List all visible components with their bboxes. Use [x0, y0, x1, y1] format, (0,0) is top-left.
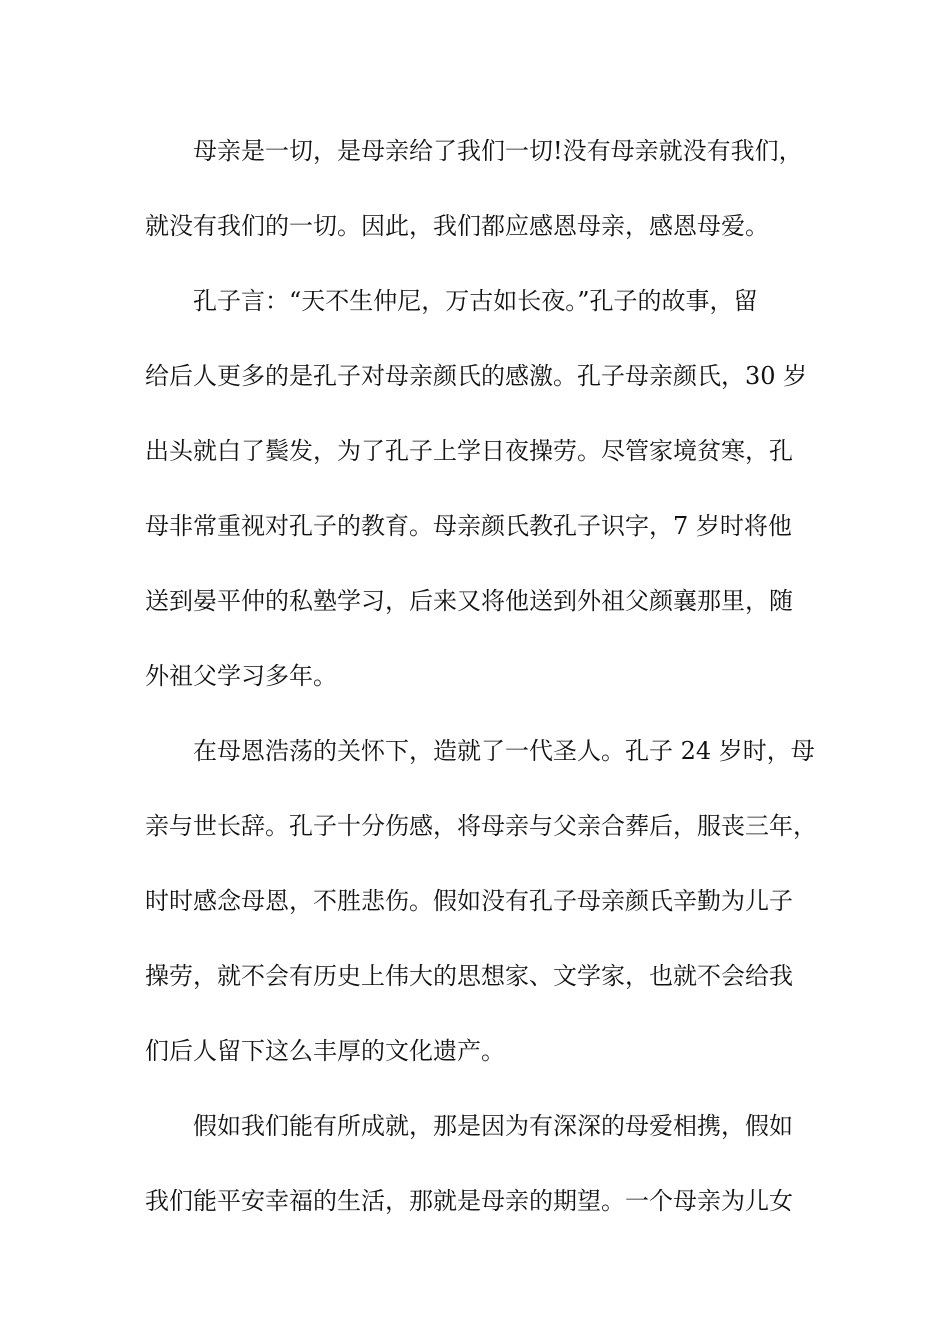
text-line — [0, 356, 950, 396]
line-text: 操劳，就不会有历史上伟大的思想家、文学家，也就不会给我 — [145, 962, 793, 990]
line-text: 母非常重视对孔子的教育。母亲颜氏教孔子识字，7 岁时将他 — [145, 512, 792, 540]
text-line — [0, 656, 950, 696]
text-line — [0, 581, 950, 621]
text-line — [0, 1031, 950, 1071]
line-text: 就没有我们的一切。因此，我们都应感恩母亲，感恩母爱。 — [145, 212, 769, 240]
line-text: 外祖父学习多年。 — [145, 662, 337, 690]
text-line — [0, 806, 950, 846]
line-text: 假如我们能有所成就，那是因为有深深的母爱相携，假如 — [193, 1112, 793, 1140]
text-line — [0, 1181, 950, 1221]
text-line — [0, 1106, 950, 1146]
line-text: 给后人更多的是孔子对母亲颜氏的感激。孔子母亲颜氏，30 岁 — [145, 362, 808, 390]
text-line — [0, 431, 950, 471]
text-line — [0, 881, 950, 921]
line-text: 孔子言：“天不生仲尼，万古如长夜。”孔子的故事，留 — [193, 287, 758, 315]
text-line — [0, 131, 950, 171]
line-text: 母亲是一切，是母亲给了我们一切!没有母亲就没有我们， — [193, 137, 803, 165]
line-text: 们后人留下这么丰厚的文化遗产。 — [145, 1037, 505, 1065]
line-text: 出头就白了鬓发，为了孔子上学日夜操劳。尽管家境贫寒，孔 — [145, 437, 793, 465]
text-line — [0, 731, 950, 771]
text-line — [0, 956, 950, 996]
line-text: 时时感念母恩，不胜悲伤。假如没有孔子母亲颜氏辛勤为儿子 — [145, 887, 793, 915]
line-text: 亲与世长辞。孔子十分伤感，将母亲与父亲合葬后，服丧三年， — [145, 812, 817, 840]
line-text: 送到晏平仲的私塾学习，后来又将他送到外祖父颜襄那里，随 — [145, 587, 793, 615]
line-text: 我们能平安幸福的生活，那就是母亲的期望。一个母亲为儿女 — [145, 1187, 793, 1215]
text-line — [0, 281, 950, 321]
text-line — [0, 506, 950, 546]
line-text: 在母恩浩荡的关怀下，造就了一代圣人。孔子 24 岁时，母 — [193, 737, 815, 765]
text-line — [0, 206, 950, 246]
